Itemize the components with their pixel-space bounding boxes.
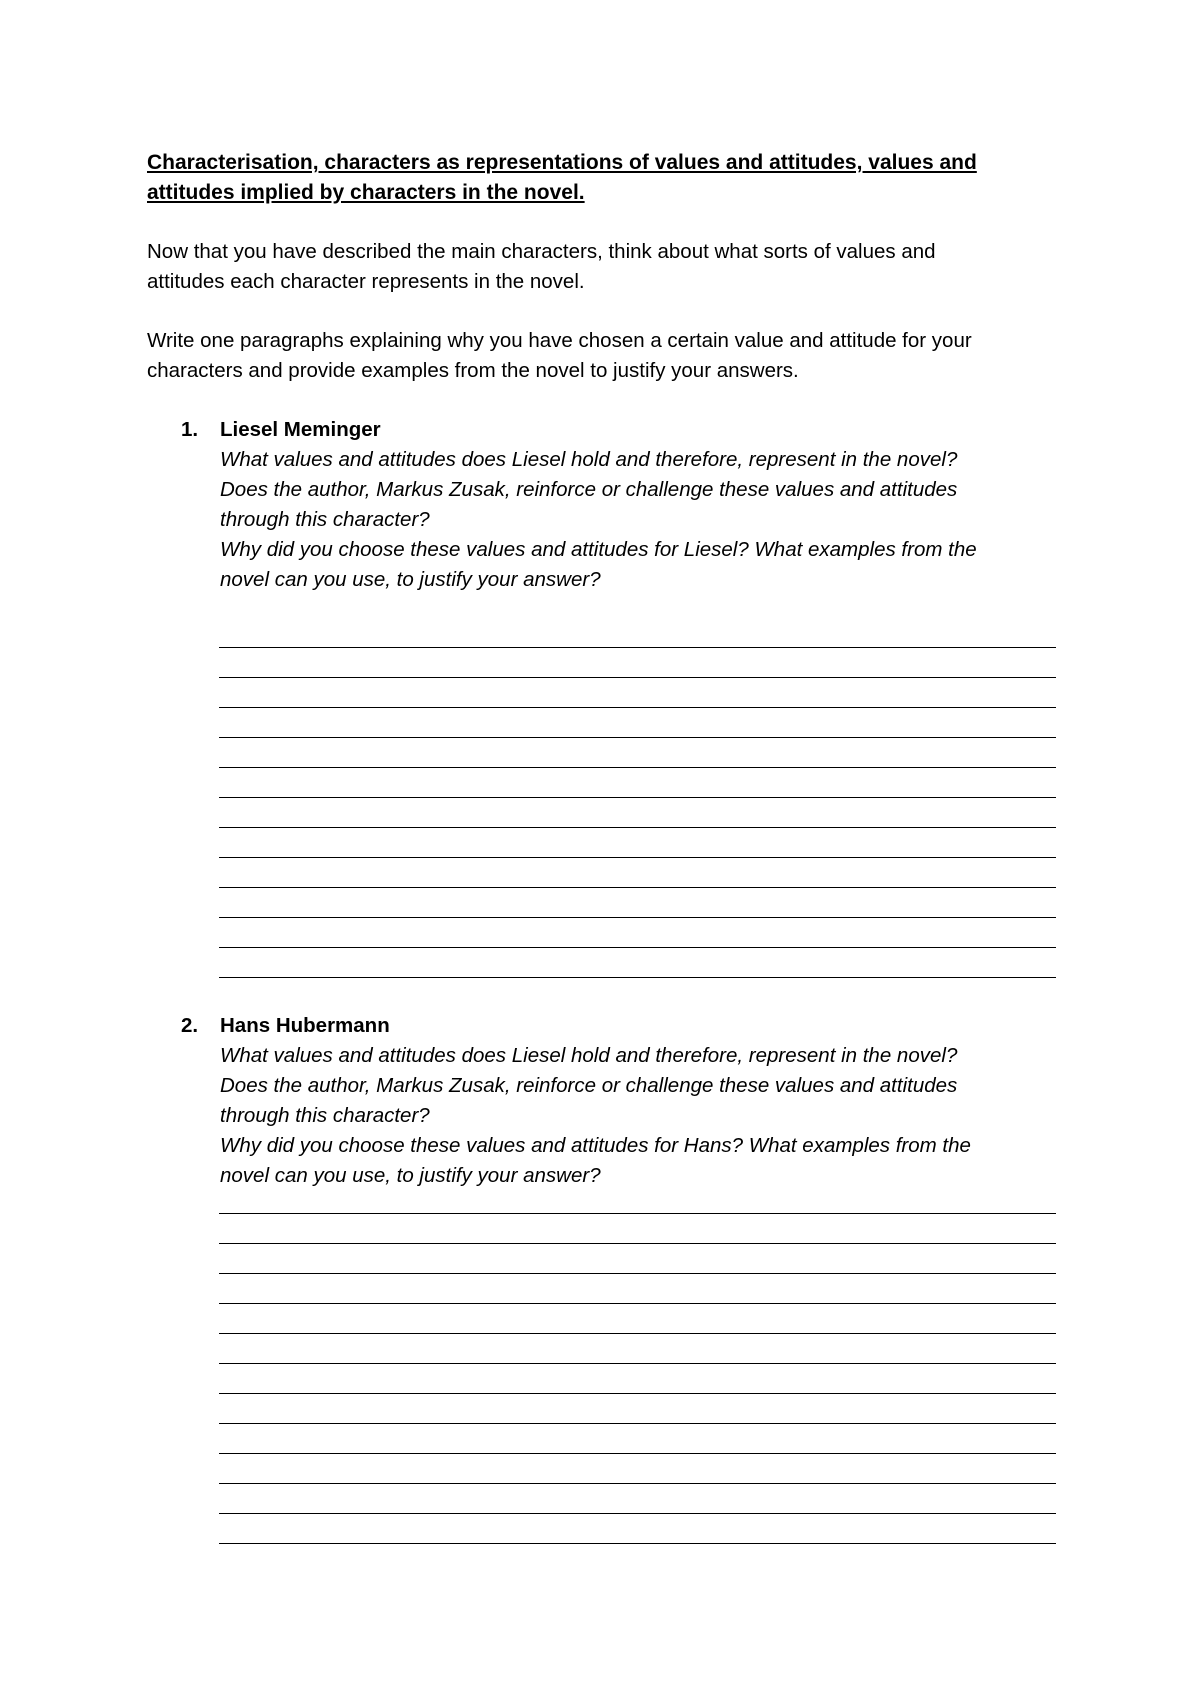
answer-line[interactable] [219, 677, 1056, 678]
answer-line[interactable] [219, 1303, 1056, 1304]
answer-line[interactable] [219, 857, 1056, 858]
answer-line[interactable] [219, 767, 1056, 768]
answer-line[interactable] [219, 1483, 1056, 1484]
title-line-2: attitudes implied by characters in the novel. [147, 181, 585, 204]
intro-1-line-2: attitudes each character represents in the novel. [147, 270, 585, 293]
prompt-line: through this character? [220, 1104, 430, 1127]
answer-line[interactable] [219, 1543, 1056, 1544]
question-header [147, 415, 1067, 445]
character-name: Liesel Meminger [220, 418, 381, 441]
answer-line[interactable] [219, 887, 1056, 888]
answer-line[interactable] [219, 1333, 1056, 1334]
question-prompts [220, 1041, 1060, 1191]
question-header [147, 1011, 1067, 1041]
question-number: 1. [181, 418, 199, 441]
prompt-line: Why did you choose these values and attitudes for Liesel? What examples from the [220, 538, 977, 561]
answer-line[interactable] [219, 1513, 1056, 1514]
prompt-line: What values and attitudes does Liesel hold and therefore, represent in the novel? [220, 448, 958, 471]
answer-line[interactable] [219, 1363, 1056, 1364]
page-title [147, 148, 1047, 208]
question-prompts [220, 445, 1060, 595]
prompt-line: Does the author, Markus Zusak, reinforce or challenge these values and attitudes [220, 1074, 958, 1097]
answer-line[interactable] [219, 947, 1056, 948]
answer-line[interactable] [219, 1423, 1056, 1424]
answer-line[interactable] [219, 1393, 1056, 1394]
question-number: 2. [181, 1014, 199, 1037]
character-name: Hans Hubermann [220, 1014, 390, 1037]
intro-paragraph-2 [147, 326, 1067, 386]
intro-paragraph-1 [147, 237, 1067, 297]
prompt-line: novel can you use, to justify your answer? [220, 1164, 601, 1187]
answer-line[interactable] [219, 707, 1056, 708]
answer-line[interactable] [219, 1273, 1056, 1274]
answer-line[interactable] [219, 1453, 1056, 1454]
prompt-line: Why did you choose these values and attitudes for Hans? What examples from the [220, 1134, 971, 1157]
answer-line[interactable] [219, 737, 1056, 738]
question-section-liesel [147, 415, 1067, 595]
title-line-1: Characterisation, characters as representations of values and attitudes, values and [147, 151, 977, 174]
answer-line[interactable] [219, 827, 1056, 828]
answer-line[interactable] [219, 1243, 1056, 1244]
answer-line[interactable] [219, 977, 1056, 978]
prompt-line: novel can you use, to justify your answer? [220, 568, 601, 591]
answer-line[interactable] [219, 797, 1056, 798]
intro-1-line-1: Now that you have described the main characters, think about what sorts of values and [147, 240, 936, 263]
intro-2-line-1: Write one paragraphs explaining why you have chosen a certain value and attitude for your [147, 329, 972, 352]
answer-line[interactable] [219, 1213, 1056, 1214]
answer-line[interactable] [219, 917, 1056, 918]
answer-line[interactable] [219, 647, 1056, 648]
prompt-line: What values and attitudes does Liesel hold and therefore, represent in the novel? [220, 1044, 958, 1067]
prompt-line: Does the author, Markus Zusak, reinforce or challenge these values and attitudes [220, 478, 958, 501]
question-section-hans [147, 1011, 1067, 1191]
prompt-line: through this character? [220, 508, 430, 531]
intro-2-line-2: characters and provide examples from the novel to justify your answers. [147, 359, 799, 382]
